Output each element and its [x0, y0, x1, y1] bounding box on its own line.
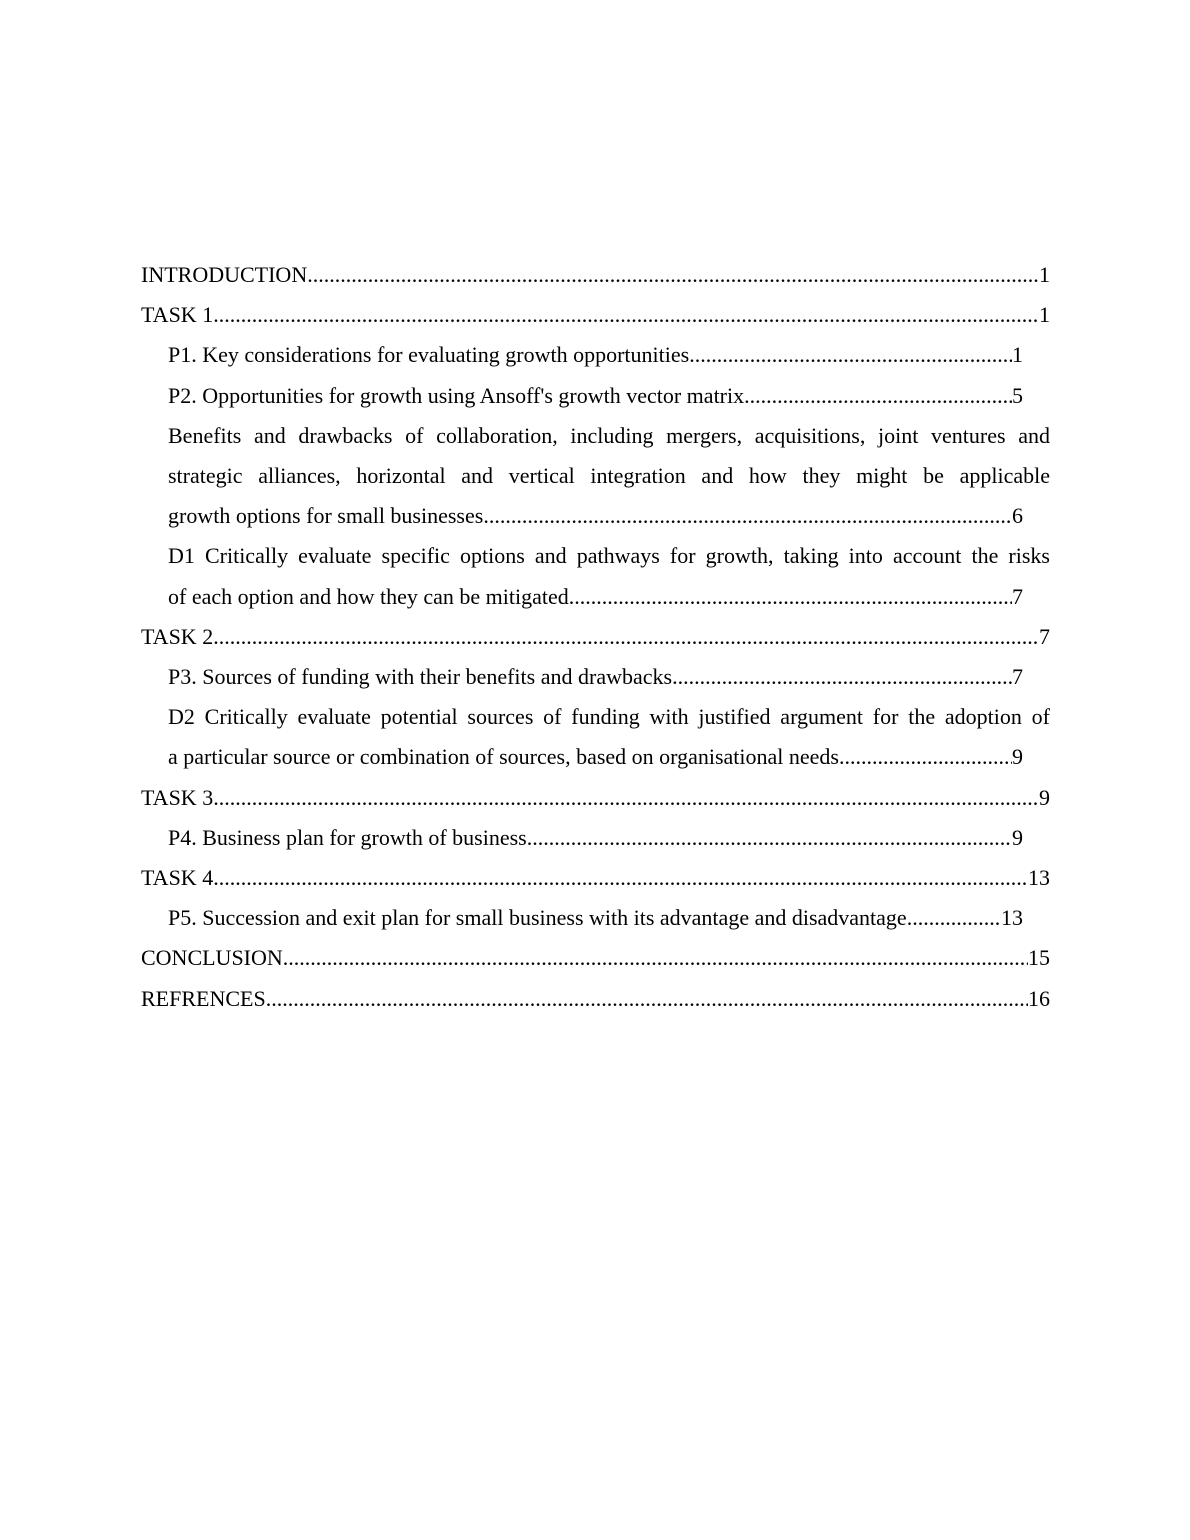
toc-entry-page: 7: [1012, 664, 1023, 690]
toc-entry-page: 16: [1028, 985, 1050, 1011]
table-of-contents: [141, 255, 1050, 1019]
toc-entry-introduction[interactable]: [141, 255, 1050, 295]
toc-entry-page: 9: [1012, 824, 1023, 850]
toc-entry-title: TASK 3: [141, 784, 214, 810]
toc-entry-title: TASK 4: [141, 865, 214, 891]
toc-entry-task-1[interactable]: [141, 295, 1050, 335]
toc-leader-dots: [213, 858, 1028, 898]
toc-entry-title: P1. Key considerations for evaluating growth opportunities: [168, 342, 690, 368]
toc-entry-p2[interactable]: [168, 376, 1023, 416]
toc-entry-title: TASK 1: [141, 302, 214, 328]
toc-leader-dots: [213, 295, 1039, 335]
toc-entry-title-head: D1 Critically evaluate specific options and pathways for growth, taking into account the risks: [168, 543, 1050, 569]
toc-entry-task-2[interactable]: [141, 617, 1050, 657]
toc-leader-dots: [907, 898, 1001, 938]
toc-leader-dots: [307, 255, 1039, 295]
toc-entry-page: 9: [1012, 744, 1023, 770]
toc-entry-page: 7: [1012, 583, 1023, 609]
toc-leader-dots: [266, 979, 1028, 1019]
toc-entry-title-head: D2 Critically evaluate potential sources of funding with justified argument for the adoption of: [168, 704, 1050, 730]
toc-leader-dots: [839, 737, 1012, 777]
toc-leader-dots: [672, 657, 1012, 697]
toc-entry-page: 13: [1001, 905, 1023, 931]
toc-entry-page: 9: [1039, 784, 1050, 810]
toc-entry-page: 1: [1039, 302, 1050, 328]
toc-entry-task-4[interactable]: [141, 858, 1050, 898]
toc-leader-dots: [574, 577, 1012, 617]
toc-entry-title: REFRENCES: [141, 985, 266, 1011]
toc-entry-page: 1: [1012, 342, 1023, 368]
toc-leader-dots: [532, 818, 1012, 858]
toc-leader-dots: [483, 496, 1012, 536]
toc-entry-title: P5. Succession and exit plan for small business with its advantage and disadvantage: [168, 905, 907, 931]
toc-entry-title-tail: of each option and how they can be mitigated.: [168, 583, 575, 609]
toc-entry-title: TASK 2: [141, 623, 214, 649]
toc-entry-d2[interactable]: [168, 697, 1050, 777]
toc-leader-dots: [213, 617, 1039, 657]
toc-entry-title-tail: a particular source or combination of sources, based on organisational needs: [168, 744, 839, 770]
toc-entry-title-head: Benefits and drawbacks of collaboration, including mergers, acquisitions, joint ventures and strategic alliances, horizontal and vertical integration and how they might be applicable: [168, 422, 1050, 489]
toc-entry-page: 13: [1028, 865, 1050, 891]
toc-entry-conclusion[interactable]: [141, 938, 1050, 978]
toc-entry-title-tail: growth options for small businesses: [168, 503, 484, 529]
toc-entry-page: 7: [1039, 623, 1050, 649]
toc-entry-p1[interactable]: [168, 335, 1023, 375]
toc-entry-title: P2. Opportunities for growth using Ansoff's growth vector matrix: [168, 382, 745, 408]
toc-entry-d1[interactable]: [168, 536, 1050, 616]
toc-entry-title: P4. Business plan for growth of business.: [168, 824, 533, 850]
toc-leader-dots: [213, 778, 1039, 818]
toc-entry-p3[interactable]: [168, 657, 1023, 697]
toc-entry-benefits-drawbacks[interactable]: [168, 416, 1050, 537]
toc-leader-dots: [744, 376, 1012, 416]
toc-entry-references[interactable]: [141, 979, 1050, 1019]
toc-entry-page: 1: [1039, 262, 1050, 287]
toc-entry-p4[interactable]: [168, 818, 1023, 858]
toc-leader-dots: [283, 938, 1028, 978]
toc-entry-page: 5: [1012, 382, 1023, 408]
toc-entry-p5[interactable]: [168, 898, 1023, 938]
toc-entry-title: P3. Sources of funding with their benefits and drawbacks: [168, 664, 673, 690]
toc-entry-page: 6: [1012, 503, 1023, 529]
toc-entry-task-3[interactable]: [141, 778, 1050, 818]
toc-leader-dots: [689, 335, 1012, 375]
toc-entry-title: CONCLUSION: [141, 945, 283, 971]
toc-entry-page: 15: [1028, 945, 1050, 971]
toc-entry-title: INTRODUCTION: [141, 262, 308, 287]
